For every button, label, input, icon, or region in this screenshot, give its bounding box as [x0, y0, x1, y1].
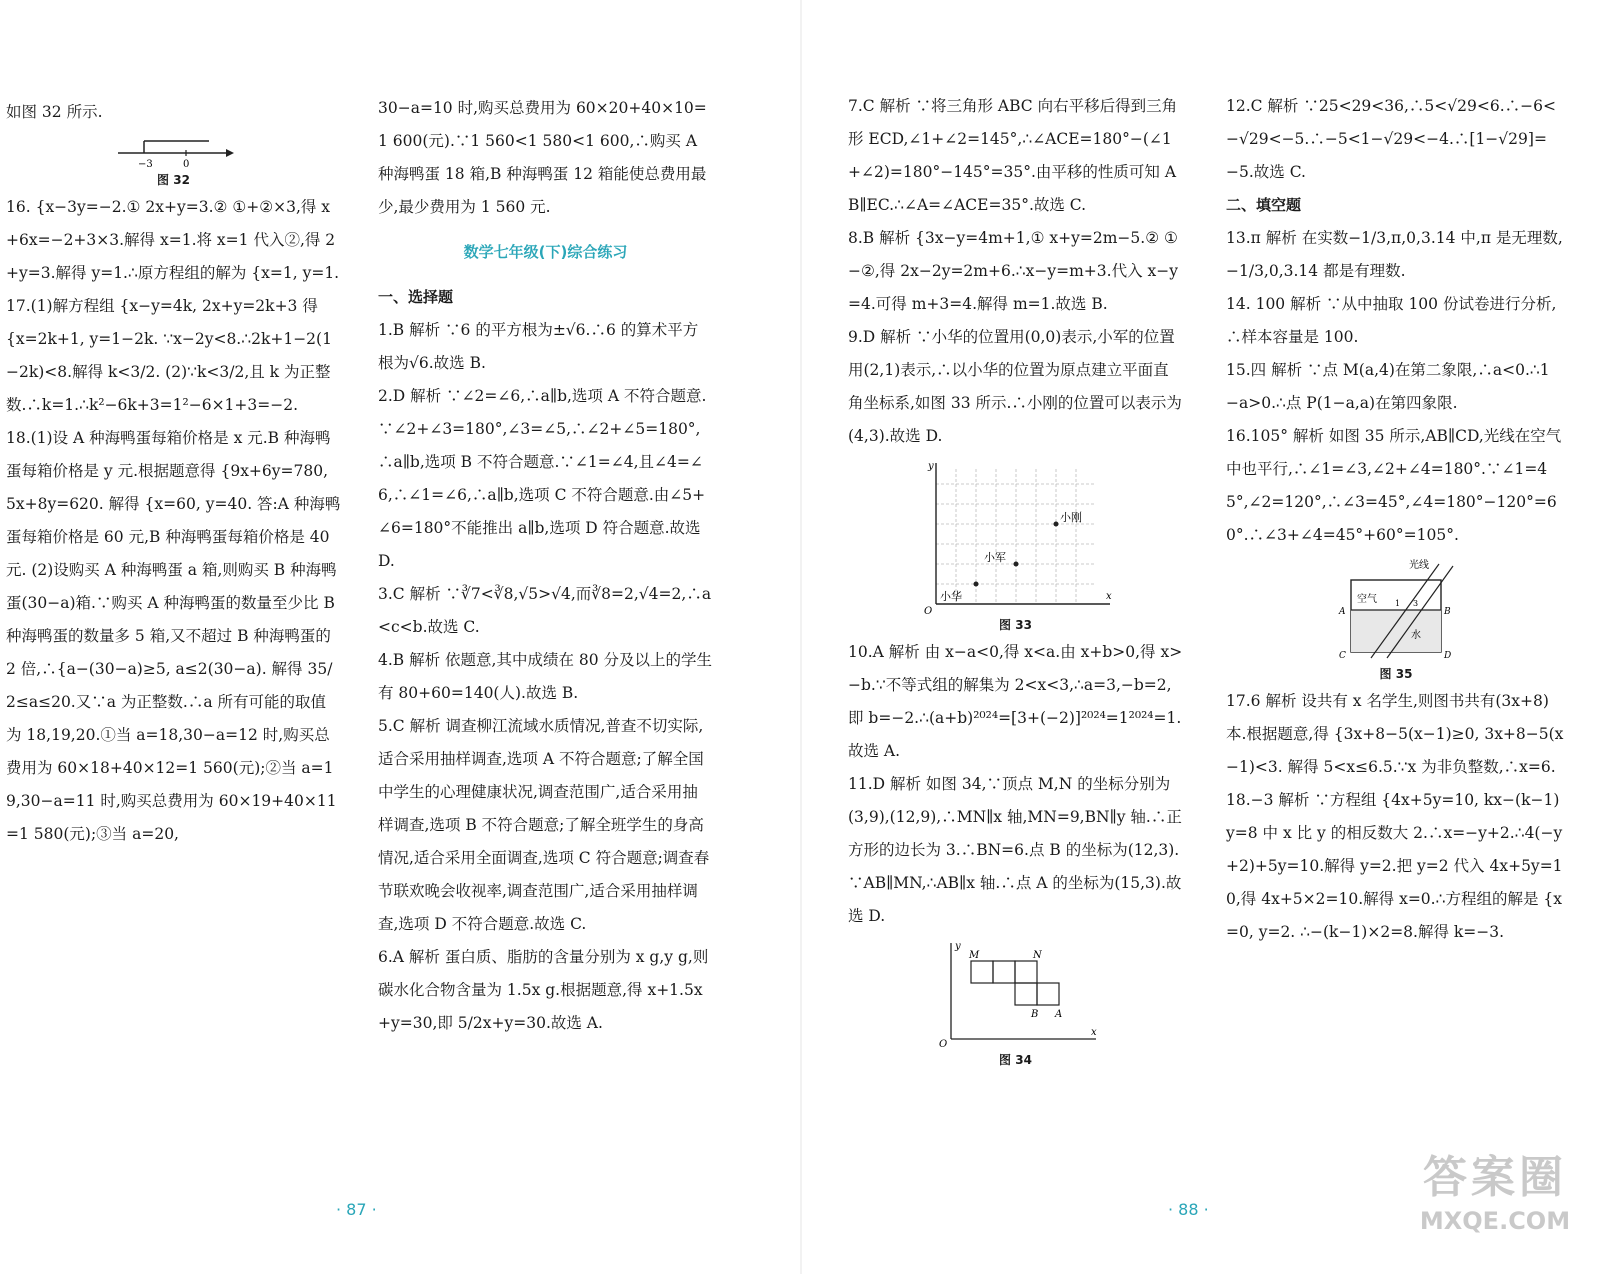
point-label: A	[1054, 1009, 1062, 1020]
answer-14: 14. 100 解析 ∵从中抽取 100 份试卷进行分析,∴样本容量是 100.	[1226, 295, 1557, 346]
page-gutter	[800, 0, 802, 1274]
point-label: 小刚	[1059, 511, 1082, 524]
figure-33	[916, 459, 1116, 614]
label: 空气	[1357, 594, 1377, 605]
point-xiaojun	[1013, 562, 1018, 567]
figure-caption: 图 35	[1379, 667, 1413, 681]
section-heading: 一、选择题	[378, 288, 454, 306]
answer-2: 2.D 解析 ∵∠2=∠6,∴a∥b,选项 A 不符合题意.∵∠2+∠3=180°,∠3=∠5,∴∠2+∠5=180°,∴a∥b,选项 B 不符合题意.∵∠1=∠4,且∠4=∠6,∴∠1=∠6,∴a∥b,选项 C 不符合题意.由∠5+∠6=180°不能推出 a∥b,选项 D 符合题意.故选 D.	[378, 387, 707, 570]
page-number: · 88 ·	[1168, 1200, 1209, 1219]
answer-16: 16. {x−3y=−2.① 2x+y=3.② ①+②×3,得 x+6x=−2+3×3.解得 x=1.将 x=1 代入②,得 2+y=3.解得 y=1.∴原方程组的解为 {x=1, y=1.	[6, 198, 340, 282]
figure-caption: 图 33	[999, 618, 1032, 632]
answer-16: 16.105° 解析 如图 35 所示,AB∥CD,光线在空气中也平行,∴∠1=∠3,∠2+∠4=180°.∵∠1=45°,∠2=120°,∴∠3=45°,∠4=180°−120°=60°.∴∠3+∠4=45°+60°=105°.	[1226, 427, 1562, 544]
figure-35	[1331, 558, 1461, 663]
answer-6: 6.A 解析 蛋白质、脂肪的含量分别为 x g,y g,则碳水化合物含量为 1.5x g.根据题意,得 x+1.5x+y=30,即 5/2x+y=30.故选 A.	[378, 948, 709, 1032]
answer-12: 12.C 解析 ∵25<29<36,∴5<√29<6.∴−6<−√29<−5.∴−5<1−√29<−4.∴[1−√29]=−5.故选 C.	[1226, 97, 1556, 181]
label: B	[1444, 607, 1451, 617]
point-xiaogang	[1053, 522, 1058, 527]
point-label: 小军	[983, 551, 1006, 564]
squares	[971, 961, 1059, 1005]
point-label: B	[1030, 1009, 1038, 1020]
answer-8: 8.B 解析 {3x−y=4m+1,① x+y=2m−5.② ①−②,得 2x−2y=2m+6.∴x−y=m+3.代入 x−y=4.可得 m+3=4.解得 m=1.故选 B.	[848, 229, 1178, 313]
paragraph: 30−a=10 时,购买总费用为 60×20+40×10=1 600(元).∵1 560<1 580<1 600,∴购买 A 种海鸭蛋 18 箱,B 种海鸭蛋 12 箱能使总费用最少,最少费用为 1 560 元.	[378, 99, 707, 216]
section-title: 数学七年级(下)综合练习	[463, 243, 628, 261]
column-4	[1226, 90, 1566, 949]
label: 光线	[1409, 560, 1429, 571]
answer-17: 17.(1)解方程组 {x−y=4k, 2x+y=2k+3 得 {x=2k+1, y=1−2k. ∵x−2y<8.∴2k+1−2(1−2k)<8.解得 k<3/2. (2)∵k<3/2,且 k 为正整数.∴k=1.∴k²−6k+3=1²−6×1+3=−2.	[6, 297, 332, 414]
angle-label: 1	[1395, 599, 1401, 608]
column-2	[378, 92, 713, 1040]
column-3	[848, 90, 1183, 1071]
answer-17: 17.6 解析 设共有 x 名学生,则图书共有(3x+8)本.根据题意,得 {3x+8−5(x−1)≥0, 3x+8−5(x−1)<3. 解得 5<x≤6.5.∵x 为非负整数,∴x=6.	[1226, 692, 1564, 776]
label: C	[1339, 651, 1346, 661]
axis-label: x	[1105, 591, 1112, 602]
angle-label: 3	[1413, 599, 1419, 608]
answer-15: 15.四 解析 ∵点 M(a,4)在第二象限,∴a<0.∴1−a>0.∴点 P(1−a,a)在第四象限.	[1226, 361, 1550, 412]
answer-10: 10.A 解析 由 x−a<0,得 x<a.由 x+b>0,得 x>−b.∵不等式组的解集为 2<x<3,∴a=3,−b=2,即 b=−2.∴(a+b)²⁰²⁴=[3+(−2)]²⁰²⁴=1²⁰²⁴=1.故选 A.	[848, 643, 1183, 760]
watermark-text: 答案圈	[1423, 1152, 1567, 1203]
page-number: · 87 ·	[336, 1200, 377, 1219]
point-label: M	[968, 950, 979, 961]
figure-caption: 图 32	[157, 173, 190, 187]
origin-label: O	[938, 1039, 947, 1049]
axis-label: x	[1090, 1027, 1097, 1038]
answer-4: 4.B 解析 依题意,其中成绩在 80 分及以上的学生有 80+60=140(人).故选 B.	[378, 651, 713, 702]
answer-13: 13.π 解析 在实数−1/3,π,0,3.14 中,π 是无理数,−1/3,0,3.14 都是有理数.	[1226, 229, 1563, 280]
paragraph: 如图 32 所示.	[6, 103, 103, 121]
label: A	[1339, 607, 1346, 617]
answer-11: 11.D 解析 如图 34,∵顶点 M,N 的坐标分别为(3,9),(12,9),∴MN∥x 轴,MN=9,BN∥y 轴.∴正方形的边长为 3.∴BN=6.点 B 的坐标为(12,3).∵AB∥MN,∴AB∥x 轴.∴点 A 的坐标为(15,3).故选 D.	[848, 775, 1182, 925]
point-label: 小华	[939, 590, 962, 603]
answer-1: 1.B 解析 ∵6 的平方根为±√6.∴6 的算术平方根为√6.故选 B.	[378, 321, 699, 372]
answer-5: 5.C 解析 调查柳江流域水质情况,普查不切实际,适合采用抽样调查,选项 A 不符合题意;了解全国中学生的心理健康状况,调查范围广,适合采用抽样调查,选项 B 不符合题意;了解全班学生的身高情况,适合采用全面调查,选项 C 符合题意;调查春节联欢晚会收视率,调查范围广,适合采用抽样调查,选项 D 不符合题意.故选 C.	[378, 717, 710, 933]
tick-label: −3	[137, 159, 153, 169]
watermark-url: MXQE.COM	[1419, 1207, 1571, 1235]
watermark-logo	[1400, 1150, 1590, 1260]
point-xiaohua	[973, 582, 978, 587]
grid	[936, 469, 1096, 604]
figure-32	[114, 135, 234, 169]
origin-label: O	[923, 606, 932, 614]
answer-9: 9.D 解析 ∵小华的位置用(0,0)表示,小军的位置用(2,1)表示,∴以小华的位置为原点建立平面直角坐标系,如图 33 所示.∴小刚的位置可以表示为(4,3).故选 D.	[848, 328, 1182, 445]
axis-label: y	[954, 941, 961, 952]
label: 水	[1411, 630, 1421, 641]
answer-18: 18.(1)设 A 种海鸭蛋每箱价格是 x 元.B 种海鸭蛋每箱价格是 y 元.根据题意得 {9x+6y=780, 5x+8y=620. 解得 {x=60, y=40. 答:A 种海鸭蛋每箱价格是 60 元,B 种海鸭蛋每箱价格是 40 元. (2)设购买 A 种海鸭蛋 a 箱,则购买 B 种海鸭蛋(30−a)箱.∵购买 A 种海鸭蛋的数量至少比 B 种海鸭蛋的数量多 5 箱,又不超过 B 种海鸭蛋的 2 倍,∴{a−(30−a)≥5, a≤2(30−a). 解得 35/2≤a≤20.又∵a 为正整数.∴a 所有可能的取值为 18,19,20.①当 a=18,30−a=12 时,购买总费用为 60×18+40×12=1 560(元);②当 a=19,30−a=11 时,购买总费用为 60×19+40×11=1 580(元);③当 a=20,	[6, 429, 341, 843]
point-label: N	[1032, 950, 1042, 961]
answer-7: 7.C 解析 ∵将三角形 ABC 向右平移后得到三角形 ECD,∠1+∠2=145°,∴∠ACE=180°−(∠1+∠2)=180°−145°=35°.由平移的性质可知 AB∥EC.∴∠A=∠ACE=35°.故选 C.	[848, 97, 1178, 214]
arrow-head	[226, 149, 234, 157]
answer-3: 3.C 解析 ∵∛7<∛8,√5>√4,而∛8=2,√4=2,∴a<c<b.故选 C.	[378, 585, 712, 636]
tick-label: 0	[182, 159, 189, 169]
axis-label: y	[927, 461, 934, 472]
answer-18: 18.−3 解析 ∵方程组 {4x+5y=10, kx−(k−1)y=8 中 x 比 y 的相反数大 2.∴x=−y+2.∴4(−y+2)+5y=10.解得 y=2.把 y=2 代入 4x+5y=10,得 4x+5×2=10.解得 x=0.∴方程组的解是 {x=0, y=2. ∴−(k−1)×2=8.解得 k=−3.	[1226, 791, 1563, 941]
label: D	[1444, 651, 1452, 661]
figure-caption: 图 34	[999, 1053, 1032, 1067]
column-1	[6, 96, 341, 851]
section-heading: 二、填空题	[1226, 196, 1302, 214]
figure-34	[931, 939, 1101, 1049]
